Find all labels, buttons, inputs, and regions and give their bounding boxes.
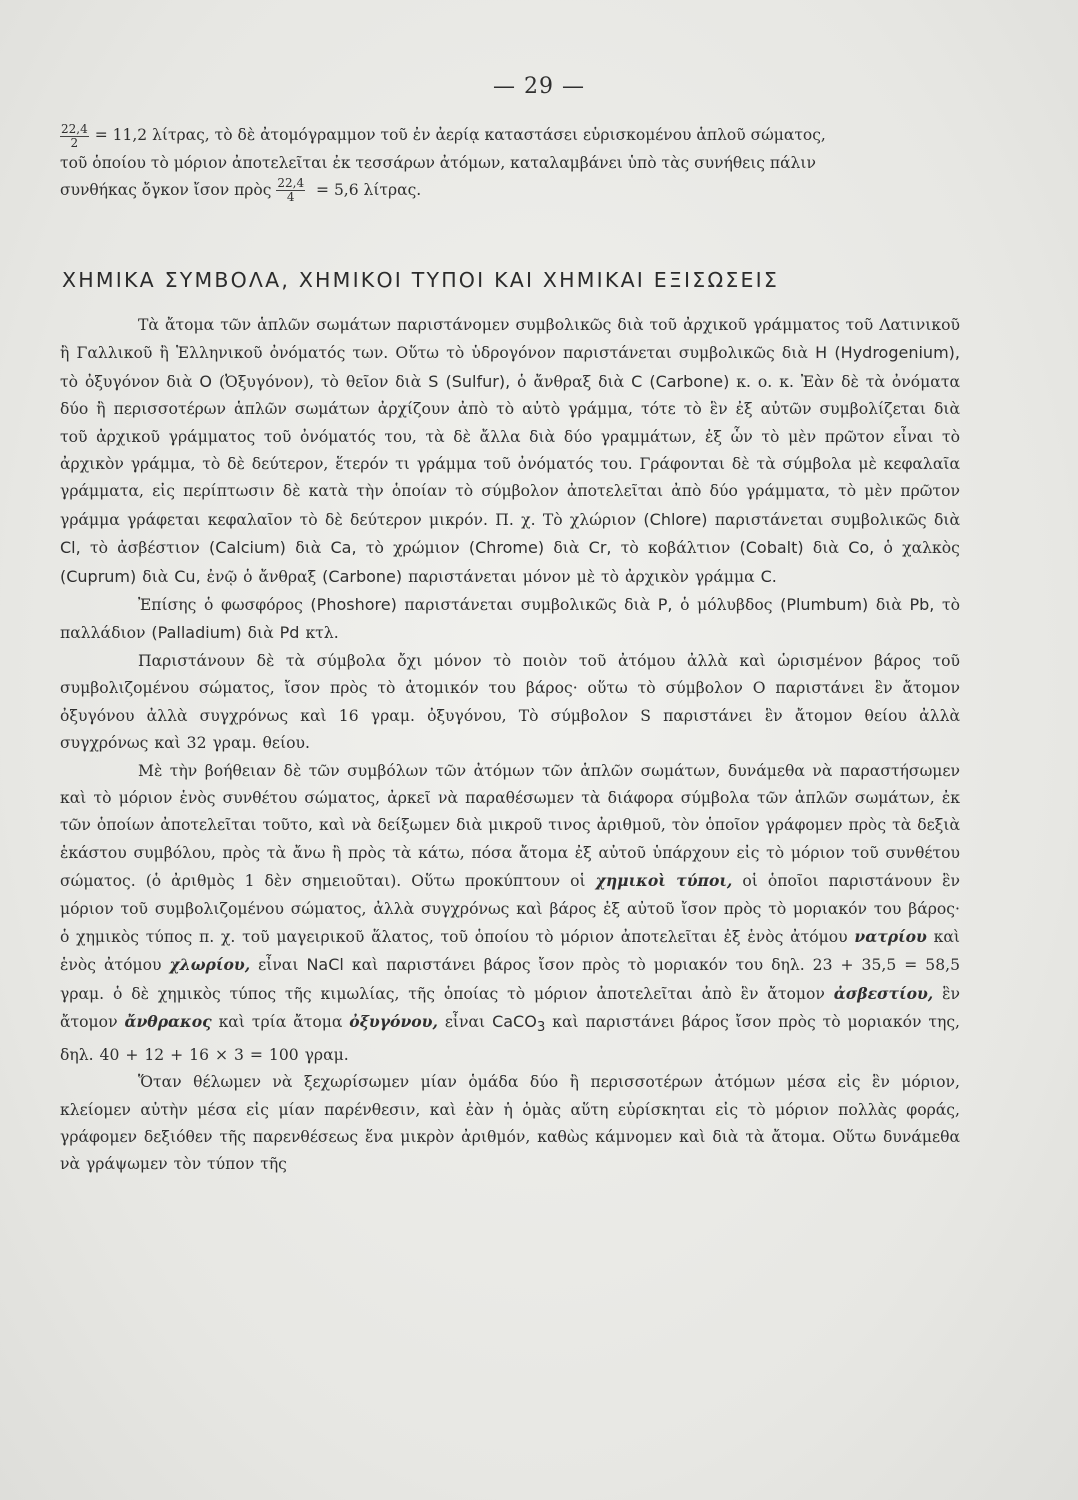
element-name: H (Hydrogenium), xyxy=(815,343,960,363)
element-name: (Phoshore) xyxy=(310,595,397,615)
intro-line-2: τοῦ ὁποίου τὸ μόριον ἀποτελεῖται ἐκ τεσσάρων ἀτόμων, καταλαμβάνει ὑπὸ τὰς συνήθεις πάλιν xyxy=(60,153,816,172)
text-run: τὸ χρώμιον xyxy=(365,539,460,558)
element-symbol: Cl, xyxy=(60,538,81,558)
fraction xyxy=(60,123,89,150)
fraction-numerator: 22,4 xyxy=(277,176,305,190)
chemical-formula: NaCl xyxy=(306,955,344,975)
text-run: τὸ ἀσβέστιον xyxy=(89,539,200,558)
text-run: Ἐπίσης ὁ φωσφόρος xyxy=(138,596,303,615)
intro-text xyxy=(60,122,960,204)
text-run: παριστάνεται συμβολικῶς διὰ xyxy=(714,510,960,529)
emphasized-term: νατρίου xyxy=(854,926,927,946)
text-run: καὶ παριστάνει βάρος ἴσον πρὸς τὸ μοριακόν της, δηλ. 40 + 12 + 16 × 3 = 100 γραμ. xyxy=(60,1013,961,1064)
paragraph-groups: Ὅταν θέλωμεν νὰ ξεχωρίσωμεν μίαν ὁμάδα δύο ἢ περισσοτέρων ἀτόμων μέσα εἰς ἓν μόριον, κλείομεν αὐτὴν μέσα εἰς μίαν παρένθεσιν, καὶ ἐὰν ἡ ὁμὰς αὕτη εὑρίσκηται εἰς τὸ μόριον πολλὰς φοράς, γράφομεν δεξιόθεν τῆς παρενθέσεως ἕνα μικρὸν ἀριθμόν, καθὼς κάμνομεν καὶ διὰ τὰ ἄτομα. Οὕτω δυνάμεθα νὰ γράψωμεν τὸν τύπον τῆς xyxy=(60,1073,960,1174)
text-run: Μὲ τὴν βοήθειαν δὲ τῶν συμβόλων τῶν ἀτόμων τῶν ἁπλῶν σωμάτων, δυνάμεθα νὰ παραστήσωμεν καὶ τὸ μόριον ἑνὸς συνθέτου σώματος, ἀρκεῖ νὰ παραθέσωμεν τὰ διάφορα σύμβολα τῶν ἁπλῶν σωμάτων, ἐκ τῶν ὁποίων ἀποτελεῖται τοῦτο, καὶ νὰ δείξωμεν διὰ μικροῦ τινος ἀριθμοῦ, τὸν ὁποῖον γράφομεν πρὸς τὰ δεξιὰ ἑκάστου συμβόλου, πρὸς τὰ ἄνω ἢ πρὸς τὰ κάτω, πόσα ἄτομα ἐξ αὐτοῦ ὑπάρχουν εἰς τὸ μόριον τοῦ συνθέτου σώματος. (ὁ ἀριθμὸς 1 δὲν σημειοῦται). Οὕτω προκύπτουν οἱ xyxy=(60,761,960,891)
text-run: τὸ παλλάδιον xyxy=(60,596,960,643)
paragraph-formulas xyxy=(60,758,960,1070)
text-run: διὰ xyxy=(553,539,580,558)
text-run: παριστάνεται μόνον μὲ τὸ ἀρχικὸν γράμμα xyxy=(408,567,755,586)
text-run: διὰ xyxy=(875,596,902,615)
element-symbol: Cr, xyxy=(588,538,612,558)
element-name: (Plumbum) xyxy=(780,595,869,615)
formula-base: CaCO xyxy=(492,1012,537,1032)
element-name: (Carbone) xyxy=(322,566,403,586)
element-name: (Cobalt) xyxy=(739,538,804,558)
text-run: τὸ κοβάλτιον xyxy=(620,539,731,558)
text-run: κτλ. xyxy=(305,624,339,643)
text-run: τὸ ὀξυγόνον διὰ xyxy=(60,372,193,391)
element-name: (Chrome) xyxy=(468,538,545,558)
intro-line-3-result: = 5,6 λίτρας. xyxy=(316,180,422,199)
text-run: ἓν ἄτομον xyxy=(60,984,960,1032)
intro-line-1 xyxy=(60,122,960,150)
fraction-numerator: 22,4 xyxy=(61,121,88,136)
fraction xyxy=(276,177,305,204)
text-run: παριστάνεται συμβολικῶς διὰ xyxy=(404,596,651,615)
text-run: καὶ τρία ἄτομα xyxy=(218,1013,343,1032)
formula-subscript: 3 xyxy=(536,1020,546,1036)
emphasized-term: χημικοὶ τύποι, xyxy=(595,871,733,891)
text-run: ὁ ἄνθραξ διὰ xyxy=(517,372,625,391)
emphasized-term: ἀσβεστίου, xyxy=(833,983,934,1003)
emphasized-term: ἄνθρακος xyxy=(124,1012,212,1032)
fraction-denominator: 2 xyxy=(70,135,79,150)
element-symbol: Pd xyxy=(279,623,300,643)
intro-line-3 xyxy=(60,177,960,205)
element-name: S (Sulfur), xyxy=(428,371,511,391)
element-symbol: P, xyxy=(657,595,673,615)
element-symbol: Ca, xyxy=(330,538,357,558)
text-run: Τὰ ἄτομα τῶν ἁπλῶν σωμάτων παριστάνομεν συμβολικῶς διὰ τοῦ ἀρχικοῦ γράμματος τοῦ Λατινικοῦ ἢ Γαλλικοῦ ἢ Ἑλληνικοῦ ὀνόματός των. Οὕτω τὸ ὑδρογόνον παριστάνεται συμβολικῶς διὰ xyxy=(60,316,960,363)
text-run: καὶ παριστάνει βάρος ἴσον πρὸς τὸ μοριακόν του δηλ. 23 + 35,5 = 58,5 γραμ. ὁ δὲ χημικὸς τύπος τῆς κιμωλίας, τῆς ὁποίας τὸ μόριον ἀποτελεῖται ἀπὸ ἓν ἄτομον xyxy=(60,956,961,1003)
intro-line-3-text: συνθήκας ὄγκον ἴσον πρὸς xyxy=(60,180,272,199)
element-symbol: Co, xyxy=(848,538,875,558)
text-run: ὁ μόλυβδος xyxy=(680,596,773,615)
intro-line-1-text: = 11,2 λίτρας, τὸ δὲ ἀτομόγραμμον τοῦ ἐν ἀερίᾳ καταστάσει εὑρισκομένου ἁπλοῦ σώματος, xyxy=(94,126,826,144)
text-run: διὰ xyxy=(295,539,322,558)
element-name: (Chlore) xyxy=(643,509,708,529)
text-run: ἐνῷ ὁ ἄνθραξ xyxy=(206,567,317,586)
element-symbol: O xyxy=(199,371,212,391)
text-run: διὰ xyxy=(142,567,169,586)
element-symbol: Cu, xyxy=(174,566,201,586)
element-name: (Cuprum) xyxy=(60,566,137,586)
paragraph-weights: Παριστάνουν δὲ τὰ σύμβολα ὄχι μόνον τὸ ποιὸν τοῦ ἀτόμου ἀλλὰ καὶ ὡρισμένον βάρος τοῦ συμβολιζομένου σώματος, ἴσον πρὸς τὸ ἀτομικόν του βάρος· οὕτω τὸ σύμβολον Ο παριστάνει ἓν ἄτομον ὀξυγόνου ἀλλὰ συγχρόνως καὶ 16 γραμ. ὀξυγόνου, Τὸ σύμβολον S παριστάνει ἓν ἄτομον θείου ἀλλὰ συγχρόνως καὶ 32 γραμ. θείου. xyxy=(60,651,960,753)
text-run: (Ὀξυγόνον), τὸ θεῖον διὰ xyxy=(218,372,422,391)
fraction-denominator: 4 xyxy=(286,190,295,204)
text-run: διὰ xyxy=(812,539,839,558)
text-run: εἶναι xyxy=(444,1013,486,1032)
text-run: οἱ ὁποῖοι παριστάνουν ἓν μόριον τοῦ συμβολιζομένου σώματος, ἀλλὰ συγχρόνως καὶ βάρος ἐξ αὐτοῦ ἴσον πρὸς τὸ μοριακόν του βάρος· ὁ χημικὸς τύπος π. χ. τοῦ μαγειρικοῦ ἅλατος, τοῦ ὁποίου τὸ μόριον ἀποτελεῖται ἐξ ἑνὸς ἀτόμου xyxy=(60,872,960,946)
text-run: εἶναι xyxy=(258,956,299,975)
emphasized-term: χλωρίου, xyxy=(169,955,251,975)
body-text xyxy=(60,312,960,1179)
text-run: διὰ xyxy=(247,624,274,643)
text-run: κ. ο. κ. Ἐὰν δὲ τὰ ὀνόματα δύο ἢ περισσοτέρων ἁπλῶν σωμάτων ἀρχίζουν ἀπὸ τὸ αὐτὸ γράμμα, τότε τὸ ἓν ἐξ αὐτῶν συμβολίζεται διὰ τοῦ ἀρχικοῦ γράμματος τοῦ ὀνόματός του, τὰ δὲ ἄλλα διὰ δύο γραμμάτων, ἐξ ὧν τὸ μὲν πρῶτον εἶναι τὸ ἀρχικὸν γράμμα, τὸ δὲ δεύτερον, ἕτερόν τι γράμμα τοῦ ὀνόματός του. Γράφονται δὲ τὰ σύμβολα μὲ κεφαλαῖα γράμματα, εἰς περίπτωσιν δὲ κατὰ τὴν ὁποίαν τὸ σύμβολον ἀποτελεῖται ἀπὸ δύο γράμματα, τὸ μὲν πρῶτον γράμμα γράφεται κεφαλαῖον τὸ δὲ δεύτερον μικρόν. Π. χ. Τὸ χλώριον xyxy=(60,372,960,529)
element-symbol: Pb, xyxy=(909,595,935,615)
chemical-formula xyxy=(492,1012,546,1036)
element-symbol: C. xyxy=(760,566,777,586)
element-name: C (Carbone) xyxy=(631,371,730,391)
paragraph-more-symbols xyxy=(60,591,960,648)
page-number: — 29 — xyxy=(493,74,585,99)
element-name: (Calcium) xyxy=(209,538,286,558)
emphasized-term: ὀξυγόνου, xyxy=(349,1012,438,1032)
text-run: καὶ ἑνὸς ἀτόμου xyxy=(60,927,960,975)
element-name: (Palladium) xyxy=(151,623,242,643)
text-run: ὁ χαλκὸς xyxy=(883,539,960,558)
section-heading: ΧΗΜΙΚΑ ΣΥΜΒΟΛΑ, ΧΗΜΙΚΟΙ ΤΥΠΟΙ ΚΑΙ ΧΗΜΙΚΑΙ ΕΞΙΣΩΣΕΙΣ xyxy=(62,268,780,292)
paragraph-symbols xyxy=(60,312,960,591)
